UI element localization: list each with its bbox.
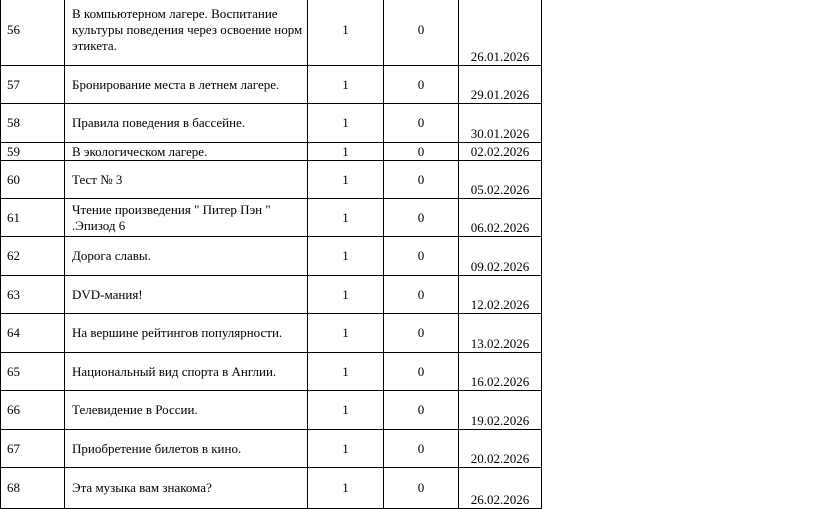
hours-cell: 1 xyxy=(308,468,384,509)
table-row xyxy=(1,276,542,314)
table-row xyxy=(1,353,542,391)
lesson-topic-cell: Эта музыка вам знакома? xyxy=(65,468,308,509)
lesson-date-cell: 06.02.2026 xyxy=(459,199,542,237)
row-number-cell: 68 xyxy=(1,468,65,509)
control-cell: 0 xyxy=(384,104,459,143)
lesson-topic-cell: Бронирование места в летнем лагере. xyxy=(65,66,308,104)
hours-cell: 1 xyxy=(308,66,384,104)
control-cell: 0 xyxy=(384,237,459,276)
row-number-cell: 61 xyxy=(1,199,65,237)
control-cell: 0 xyxy=(384,199,459,237)
row-number-cell: 63 xyxy=(1,276,65,314)
row-number-cell: 65 xyxy=(1,353,65,391)
hours-cell: 1 xyxy=(308,276,384,314)
control-cell: 0 xyxy=(384,0,459,66)
lesson-topic-cell: Приобретение билетов в кино. xyxy=(65,430,308,468)
lesson-plan-body xyxy=(1,0,542,509)
lesson-date-cell: 12.02.2026 xyxy=(459,276,542,314)
table-row xyxy=(1,104,542,143)
table-row xyxy=(1,66,542,104)
lesson-date-cell: 20.02.2026 xyxy=(459,430,542,468)
hours-cell: 1 xyxy=(308,314,384,353)
lesson-topic-cell: Тест № 3 xyxy=(65,161,308,199)
lesson-topic-cell: Национальный вид спорта в Англии. xyxy=(65,353,308,391)
control-cell: 0 xyxy=(384,353,459,391)
hours-cell: 1 xyxy=(308,199,384,237)
control-cell: 0 xyxy=(384,314,459,353)
hours-cell: 1 xyxy=(308,237,384,276)
lesson-date-cell: 29.01.2026 xyxy=(459,66,542,104)
table-row xyxy=(1,237,542,276)
lesson-date-cell: 02.02.2026 xyxy=(459,143,542,161)
row-number-cell: 67 xyxy=(1,430,65,468)
hours-cell: 1 xyxy=(308,104,384,143)
table-row xyxy=(1,161,542,199)
lesson-topic-cell: Дорога славы. xyxy=(65,237,308,276)
lesson-topic-cell: Чтение произведения " Питер Пэн " .Эпизод 6 xyxy=(65,199,308,237)
row-number-cell: 58 xyxy=(1,104,65,143)
control-cell: 0 xyxy=(384,430,459,468)
table-row xyxy=(1,468,542,509)
table-row xyxy=(1,143,542,161)
hours-cell: 1 xyxy=(308,161,384,199)
table-row xyxy=(1,314,542,353)
hours-cell: 1 xyxy=(308,143,384,161)
control-cell: 0 xyxy=(384,468,459,509)
control-cell: 0 xyxy=(384,276,459,314)
table-row xyxy=(1,199,542,237)
lesson-date-cell: 26.02.2026 xyxy=(459,468,542,509)
table-row xyxy=(1,391,542,430)
lesson-date-cell: 26.01.2026 xyxy=(459,0,542,66)
lesson-topic-cell: В компьютерном лагере. Воспитание культуры поведения через освоение норм этикета. xyxy=(65,0,308,66)
table-row xyxy=(1,0,542,66)
lesson-date-cell: 16.02.2026 xyxy=(459,353,542,391)
hours-cell: 1 xyxy=(308,391,384,430)
lesson-date-cell: 09.02.2026 xyxy=(459,237,542,276)
lesson-date-cell: 13.02.2026 xyxy=(459,314,542,353)
row-number-cell: 62 xyxy=(1,237,65,276)
row-number-cell: 64 xyxy=(1,314,65,353)
lesson-topic-cell: На вершине рейтингов популярности. xyxy=(65,314,308,353)
lesson-date-cell: 30.01.2026 xyxy=(459,104,542,143)
row-number-cell: 60 xyxy=(1,161,65,199)
control-cell: 0 xyxy=(384,391,459,430)
row-number-cell: 66 xyxy=(1,391,65,430)
hours-cell: 1 xyxy=(308,0,384,66)
lesson-topic-cell: В экологическом лагере. xyxy=(65,143,308,161)
lesson-topic-cell: Правила поведения в бассейне. xyxy=(65,104,308,143)
hours-cell: 1 xyxy=(308,353,384,391)
lesson-topic-cell: Телевидение в России. xyxy=(65,391,308,430)
control-cell: 0 xyxy=(384,66,459,104)
hours-cell: 1 xyxy=(308,430,384,468)
lesson-topic-cell: DVD-мания! xyxy=(65,276,308,314)
control-cell: 0 xyxy=(384,161,459,199)
row-number-cell: 59 xyxy=(1,143,65,161)
lesson-date-cell: 19.02.2026 xyxy=(459,391,542,430)
control-cell: 0 xyxy=(384,143,459,161)
lesson-date-cell: 05.02.2026 xyxy=(459,161,542,199)
table-row xyxy=(1,430,542,468)
row-number-cell: 56 xyxy=(1,0,65,66)
row-number-cell: 57 xyxy=(1,66,65,104)
